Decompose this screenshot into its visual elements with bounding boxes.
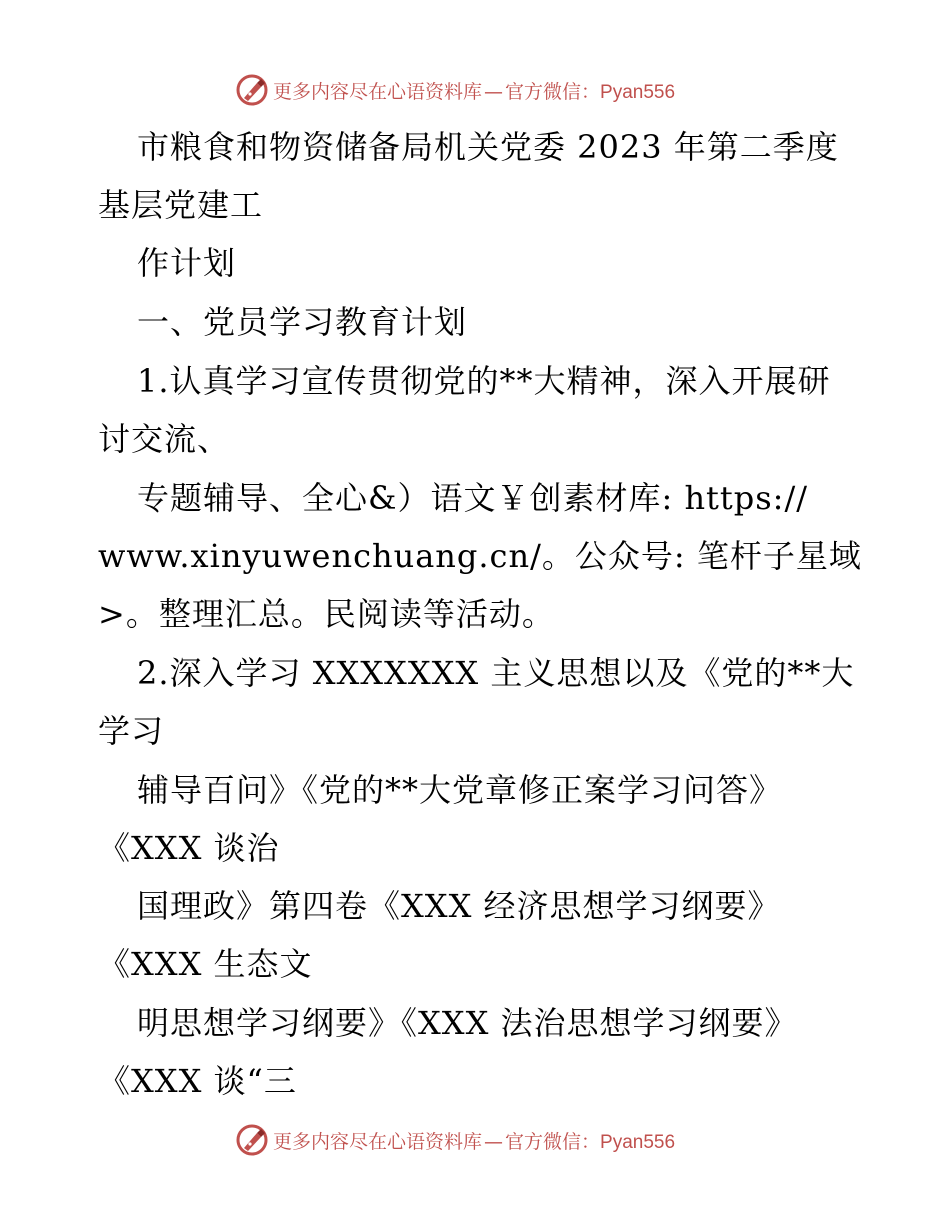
fountain-pen-logo-icon bbox=[235, 1123, 269, 1157]
fountain-pen-logo-icon bbox=[235, 73, 269, 107]
watermark-text bbox=[273, 1127, 675, 1154]
paragraph-line: 国理政》第四卷《XXX 经济思想学习纲要》 bbox=[137, 887, 781, 925]
paragraph-line: 辅导百问》《党的**大党章修正案学习问答》 bbox=[137, 771, 783, 809]
paragraph-line: 2.深入学习 XXXXXXX 主义思想以及《党的**大 bbox=[137, 654, 855, 692]
paragraph-line: www.xinyuwenchuang.cn/。公众号: 笔杆子星域 bbox=[98, 537, 862, 575]
paragraph-line: >。整理汇总。民阅读等活动。 bbox=[98, 595, 555, 633]
paragraph-line: 讨交流、 bbox=[98, 420, 231, 458]
section-heading: 一、党员学习教育计划 bbox=[137, 303, 468, 341]
document-title-line-3: 作计划 bbox=[137, 244, 237, 282]
watermark-site: 更多内容尽在心语资料库 bbox=[273, 1130, 483, 1153]
paragraph-line: 1.认真学习宣传贯彻党的**大精神，深入开展研 bbox=[137, 362, 831, 400]
document-title-line-2: 基层党建工 bbox=[98, 186, 264, 224]
footer-watermark bbox=[235, 1122, 675, 1158]
paragraph-line: 《XXX 谈“三 bbox=[98, 1062, 297, 1100]
watermark-text bbox=[273, 77, 675, 104]
paragraph-line: 《XXX 谈治 bbox=[98, 829, 280, 867]
watermark-wechat-id: Pyan556 bbox=[600, 81, 676, 103]
paragraph-line: 专题辅导、全心&）语文￥创素材库: https:// bbox=[137, 479, 809, 517]
watermark-dash: — bbox=[484, 80, 504, 103]
watermark-dash: — bbox=[484, 1130, 504, 1153]
watermark-wechat-id: Pyan556 bbox=[600, 1131, 676, 1153]
document-title-line-1: 市粮食和物资储备局机关党委 2023 年第二季度 bbox=[137, 128, 839, 166]
watermark-site: 更多内容尽在心语资料库 bbox=[273, 80, 483, 103]
watermark-official: 官方微信： bbox=[505, 1130, 601, 1153]
paragraph-line: 明思想学习纲要》《XXX 法治思想学习纲要》 bbox=[137, 1004, 798, 1042]
paragraph-line: 学习 bbox=[98, 712, 165, 750]
watermark-official: 官方微信： bbox=[505, 80, 601, 103]
header-watermark bbox=[235, 72, 675, 108]
paragraph-line: 《XXX 生态文 bbox=[98, 945, 313, 983]
